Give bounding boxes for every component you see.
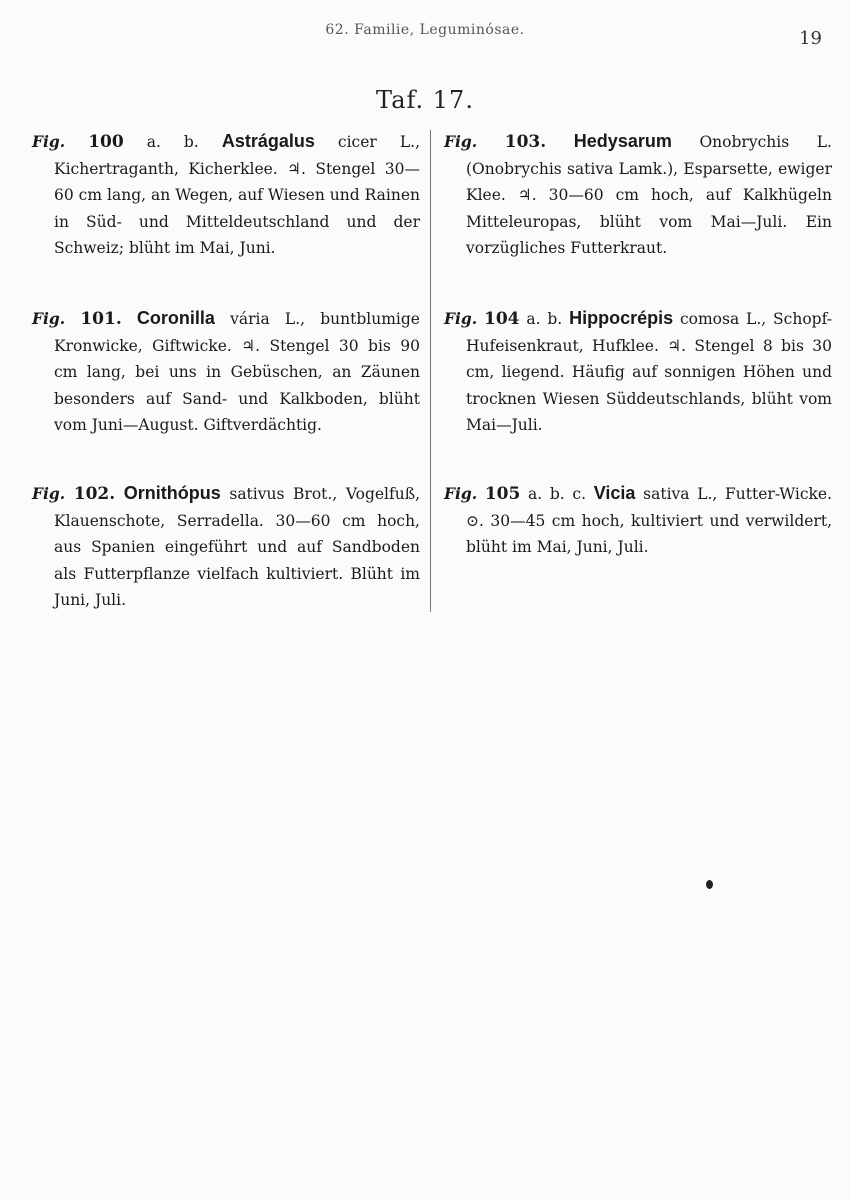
fig-label: Fig. [444, 309, 478, 328]
entry-fig-103 [444, 128, 832, 262]
fig-number: 105 [484, 484, 521, 504]
fig-sub-labels [546, 133, 574, 151]
fig-label: Fig. [444, 132, 478, 151]
entry-paragraph [32, 480, 420, 614]
fig-label: Fig. [32, 132, 66, 151]
entry-paragraph [444, 305, 832, 439]
fig-sub-labels: a. b. c. [520, 485, 594, 503]
entry-paragraph [32, 128, 420, 262]
column-divider [430, 130, 431, 612]
genus-name: Hedysarum [573, 131, 672, 151]
entry-fig-102 [32, 480, 420, 614]
entry-fig-105 [444, 480, 832, 561]
fig-label: Fig. [32, 484, 66, 503]
genus-name: Hippocrépis [569, 308, 674, 328]
plate-title: Taf. 17. [376, 86, 474, 114]
entry-description: Onobrychis L. (Onobrychis sativa Lamk.), Esparsette, ewiger Klee. ♃. 30—60 cm hoch, auf Kalkhügeln Mitteleuropas, blüht vom Mai—Juli. Ein vorzügliches Futterkraut. [466, 133, 832, 257]
fig-label: Fig. [444, 484, 478, 503]
genus-name: Vicia [593, 483, 636, 503]
fig-sub-labels [122, 310, 137, 328]
fig-sub-labels [115, 485, 124, 503]
entry-fig-100 [32, 128, 420, 262]
genus-name: Coronilla [136, 308, 215, 328]
entry-description: comosa L., Schopf-Hufeisenkraut, Hufklee. ♃. Stengel 8 bis 30 cm, liegend. Häufig auf sonnigen Höhen und trocknen Wiesen Süddeutschlands, blüht vom Mai—Juli. [466, 310, 832, 434]
entry-description: vária L., buntblumige Kronwicke, Giftwicke. ♃. Stengel 30 bis 90 cm lang, bei uns in Gebüschen, an Zäunen besonders auf Sand- und Kalkboden, blüht vom Juni—August. Giftverdächtig. [54, 310, 420, 434]
page-number: 19 [799, 28, 822, 49]
entry-fig-104 [444, 305, 832, 439]
genus-name: Astrágalus [221, 131, 315, 151]
entry-paragraph [444, 480, 832, 561]
entry-fig-101 [32, 305, 420, 439]
ink-speck [706, 880, 713, 889]
running-head: 62. Familie, Leguminósae. [325, 22, 525, 38]
fig-number: 101. [80, 309, 122, 329]
fig-sub-labels: a. b. [123, 133, 222, 151]
fig-number: 104 [484, 309, 520, 329]
genus-name: Ornithópus [123, 483, 221, 503]
entry-paragraph [32, 305, 420, 439]
entry-description: sativa L., Futter-Wicke. ⊙. 30—45 cm hoch, kultiviert und verwildert, blüht im Mai, Juni, Juli. [466, 485, 833, 556]
fig-number: 102. [73, 484, 116, 504]
entry-paragraph [444, 128, 832, 262]
entry-description: sativus Brot., Vogelfuß, Klauenschote, Serradella. 30—60 cm hoch, aus Spanien eingeführt und auf Sandboden als Futterpflanze vielfach kultiviert. Blüht im Juni, Juli. [54, 485, 420, 609]
entry-description: cicer L., Kichertraganth, Kicherklee. ♃. Stengel 30—60 cm lang, an Wegen, auf Wiesen und Rainen in Süd- und Mitteldeutschland und der Schweiz; blüht im Mai, Juni. [54, 133, 420, 257]
fig-sub-labels: a. b. [519, 310, 570, 328]
fig-number: 103. [504, 132, 547, 152]
fig-label: Fig. [32, 309, 66, 328]
fig-number: 100 [88, 132, 124, 152]
